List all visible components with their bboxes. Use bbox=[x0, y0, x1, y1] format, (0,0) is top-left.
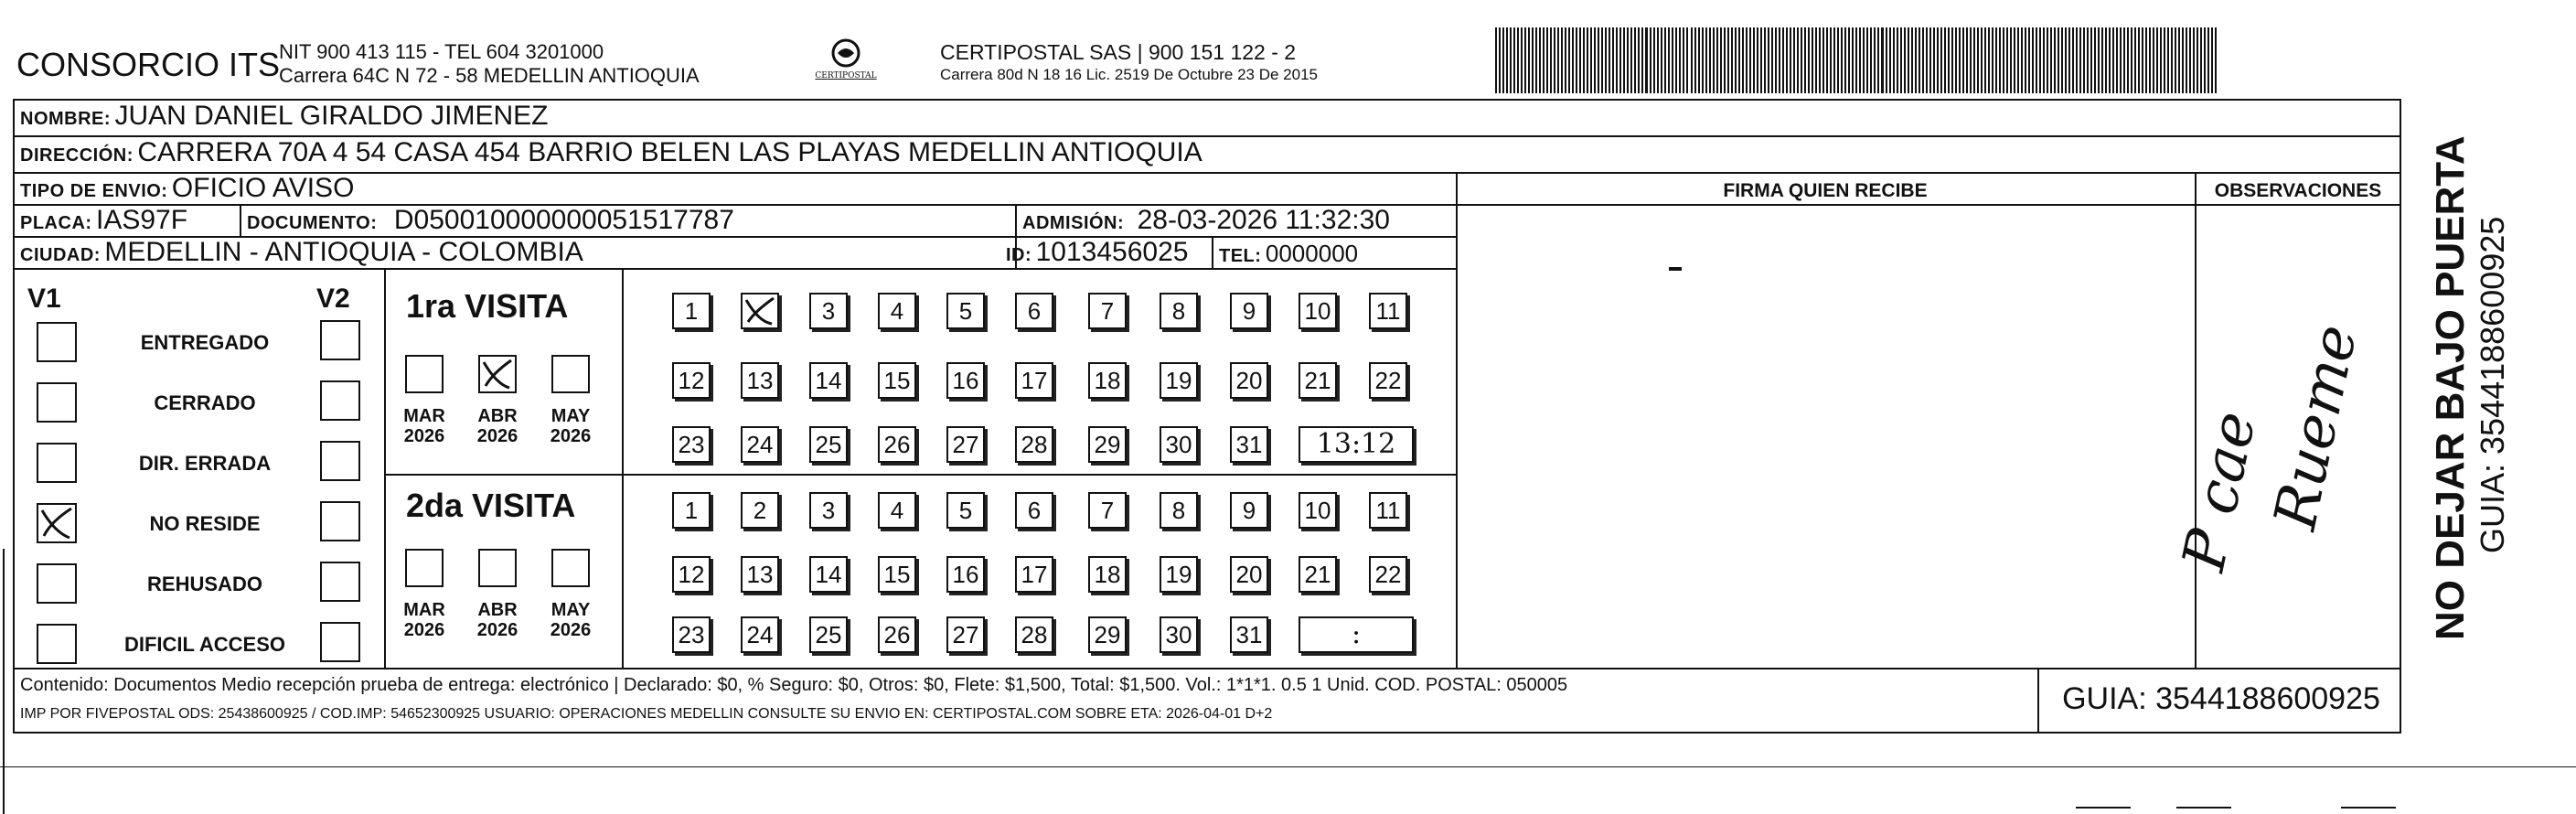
status-v1-checkbox[interactable] bbox=[37, 563, 77, 604]
day-box-visit1[interactable] bbox=[741, 293, 779, 329]
footer-guia: GUIA: 3544188600925 bbox=[2062, 681, 2380, 716]
day-box-visit2[interactable]: 29 bbox=[1088, 616, 1127, 653]
day-box-visit1[interactable]: 4 bbox=[878, 293, 916, 329]
day-box-visit1[interactable]: 18 bbox=[1088, 362, 1127, 399]
month-checkbox[interactable] bbox=[551, 549, 590, 587]
firma-label: FIRMA QUIEN RECIBE bbox=[1723, 180, 1928, 201]
day-box-visit1[interactable]: 14 bbox=[809, 362, 848, 399]
handwritten-check-mark bbox=[38, 505, 75, 541]
status-v1-checkbox[interactable] bbox=[37, 624, 77, 664]
status-v2-checkbox[interactable] bbox=[320, 380, 360, 421]
handwritten-check-mark bbox=[480, 357, 515, 391]
tipo-row bbox=[20, 173, 354, 204]
observaciones-label: OBSERVACIONES bbox=[2214, 180, 2382, 201]
month-label: ABR 2026 bbox=[476, 600, 518, 640]
tel-row bbox=[1219, 240, 1358, 268]
day-box-visit1[interactable]: 11 bbox=[1369, 293, 1407, 329]
direccion-label: DIRECCIÓN: bbox=[20, 145, 134, 166]
status-option-label: REHUSADO bbox=[147, 573, 262, 595]
day-box-visit1[interactable]: 5 bbox=[946, 293, 985, 329]
day-box-visit1[interactable]: 15 bbox=[878, 362, 916, 399]
day-box-visit2[interactable]: 21 bbox=[1299, 556, 1337, 593]
tel-label: TEL: bbox=[1219, 246, 1262, 266]
day-box-visit1[interactable]: 6 bbox=[1015, 293, 1053, 329]
id-row bbox=[1006, 237, 1188, 268]
status-v2-checkbox[interactable] bbox=[320, 441, 360, 481]
day-box-visit2[interactable]: 16 bbox=[946, 556, 985, 593]
day-box-visit2[interactable]: 8 bbox=[1160, 492, 1198, 529]
admision-value: 28-03-2026 11:32:30 bbox=[1137, 205, 1390, 235]
day-box-visit2[interactable]: 24 bbox=[741, 616, 779, 653]
signature-mark bbox=[1669, 267, 1682, 271]
month-checkbox[interactable] bbox=[478, 549, 517, 587]
nombre-row bbox=[20, 101, 548, 132]
admision-row bbox=[1022, 205, 1390, 236]
day-box-visit2[interactable]: 1 bbox=[672, 492, 711, 529]
month-label: MAR 2026 bbox=[403, 600, 445, 640]
company-address: Carrera 64C N 72 - 58 MEDELLIN ANTIOQUIA bbox=[279, 64, 700, 87]
carrier-license: Carrera 80d N 18 16 Lic. 2519 De Octubre 23 De 2015 bbox=[940, 66, 1318, 83]
handwritten-check-mark bbox=[743, 295, 777, 327]
day-box-visit1[interactable]: 22 bbox=[1369, 362, 1407, 399]
day-box-visit2[interactable]: 31 bbox=[1230, 616, 1268, 653]
day-box-visit1[interactable]: 13 bbox=[741, 362, 779, 399]
nombre-value: JUAN DANIEL GIRALDO JIMENEZ bbox=[114, 101, 549, 131]
tel-value: 0000000 bbox=[1265, 240, 1359, 267]
day-box-visit2[interactable]: 12 bbox=[672, 556, 711, 593]
status-v1-checkbox[interactable] bbox=[37, 503, 77, 543]
status-v1-checkbox[interactable] bbox=[37, 322, 77, 362]
day-box-visit2[interactable]: 11 bbox=[1369, 492, 1407, 529]
day-box-visit1[interactable]: 3 bbox=[809, 293, 848, 329]
day-box-visit2[interactable]: 23 bbox=[672, 616, 711, 653]
placa-label: PLACA: bbox=[20, 213, 92, 233]
month-label: ABR 2026 bbox=[476, 406, 518, 446]
placa-value: IAS97F bbox=[96, 205, 188, 235]
status-option-label: NO RESIDE bbox=[149, 512, 261, 535]
tipo-label: TIPO DE ENVIO: bbox=[20, 181, 168, 201]
logo-caption: CERTIPOSTAL bbox=[815, 71, 877, 80]
ciudad-label: CIUDAD: bbox=[20, 245, 101, 265]
imp-text: IMP POR FIVEPOSTAL ODS: 25438600925 / COD.IMP: 54652300925 USUARIO: OPERACIONES MEDELLIN CONSULTE SU ENVIO EN: CERTIPOSTAL.COM SOBRE ETA: 2026-04-01 D+2 bbox=[20, 706, 1273, 722]
observacion-handwriting-2: Rueme bbox=[2261, 318, 2371, 536]
day-box-visit2[interactable]: 5 bbox=[946, 492, 985, 529]
status-v2-checkbox[interactable] bbox=[320, 622, 360, 662]
ciudad-value: MEDELLIN - ANTIOQUIA - COLOMBIA bbox=[104, 237, 583, 267]
day-box-visit1[interactable]: 25 bbox=[809, 426, 848, 463]
month-label: MAR 2026 bbox=[403, 406, 445, 446]
documento-label: DOCUMENTO: bbox=[247, 213, 378, 233]
day-box-visit2[interactable]: 6 bbox=[1015, 492, 1053, 529]
month-checkbox[interactable] bbox=[551, 355, 590, 393]
direccion-row bbox=[20, 137, 1202, 168]
day-box-visit1[interactable]: 21 bbox=[1299, 362, 1337, 399]
day-box-visit1[interactable]: 17 bbox=[1015, 362, 1053, 399]
day-box-visit1[interactable]: 20 bbox=[1230, 362, 1268, 399]
certipostal-logo bbox=[809, 37, 882, 88]
status-v2-checkbox[interactable] bbox=[320, 320, 360, 360]
day-box-visit1[interactable]: 16 bbox=[946, 362, 985, 399]
contenido-text: Contenido: Documentos Medio recepción prueba de entrega: electrónico | Declarado: $0, % Seguro: $0, Otros: $0, Flete: $1,500, Total: $1,500. Vol.: 1*1*1. 0.5 1 Unid. COD. POSTAL: 050005 bbox=[20, 675, 1568, 695]
documento-value: D050010000000051517787 bbox=[393, 205, 734, 235]
side-guia: GUIA: 3544188600925 bbox=[2474, 216, 2511, 553]
admision-label: ADMISIÓN: bbox=[1022, 213, 1125, 233]
day-box-visit2[interactable]: 4 bbox=[878, 492, 916, 529]
day-box-visit2[interactable]: 20 bbox=[1230, 556, 1268, 593]
day-box-visit1[interactable]: 28 bbox=[1015, 426, 1053, 463]
day-box-visit2[interactable]: 18 bbox=[1088, 556, 1127, 593]
day-box-visit1[interactable]: 1 bbox=[672, 293, 711, 329]
day-box-visit2[interactable]: 25 bbox=[809, 616, 848, 653]
status-v1-checkbox[interactable] bbox=[37, 443, 77, 483]
observacion-handwriting-1: P cae bbox=[2170, 405, 2271, 577]
direccion-value: CARRERA 70A 4 54 CASA 454 BARRIO BELEN LAS PLAYAS MEDELLIN ANTIOQUIA bbox=[137, 137, 1202, 167]
day-box-visit1[interactable]: 23 bbox=[672, 426, 711, 463]
status-v2-checkbox[interactable] bbox=[320, 501, 360, 541]
day-box-visit1[interactable]: 24 bbox=[741, 426, 779, 463]
day-box-visit1[interactable]: 9 bbox=[1230, 293, 1268, 329]
day-box-visit2[interactable]: 22 bbox=[1369, 556, 1407, 593]
day-box-visit2[interactable]: 10 bbox=[1299, 492, 1337, 529]
day-box-visit2[interactable]: 14 bbox=[809, 556, 848, 593]
status-option-label: ENTREGADO bbox=[140, 331, 270, 354]
status-option-label: CERRADO bbox=[154, 391, 256, 414]
status-v1-checkbox[interactable] bbox=[37, 382, 77, 423]
side-notice: NO DEJAR BAJO PUERTA bbox=[2428, 135, 2473, 640]
nombre-label: NOMBRE: bbox=[20, 109, 112, 129]
company-name: CONSORCIO ITS bbox=[16, 46, 281, 83]
month-checkbox[interactable] bbox=[405, 355, 444, 393]
id-value: 1013456025 bbox=[1035, 237, 1189, 267]
month-checkbox[interactable] bbox=[405, 549, 444, 587]
day-box-visit1[interactable]: 31 bbox=[1230, 426, 1268, 463]
day-box-visit1[interactable]: 10 bbox=[1299, 293, 1337, 329]
placa-row bbox=[20, 205, 187, 236]
status-option-label: DIFICIL ACCESO bbox=[123, 633, 285, 656]
day-box-visit2[interactable]: 17 bbox=[1015, 556, 1053, 593]
day-box-visit2[interactable]: 28 bbox=[1015, 616, 1053, 653]
day-box-visit2[interactable]: 3 bbox=[809, 492, 848, 529]
day-box-visit2[interactable]: 19 bbox=[1160, 556, 1198, 593]
month-checkbox[interactable] bbox=[478, 355, 517, 393]
day-box-visit1[interactable]: 8 bbox=[1160, 293, 1198, 329]
id-label: ID: bbox=[1006, 245, 1032, 265]
day-box-visit2[interactable]: 26 bbox=[878, 616, 916, 653]
time-box-visit1[interactable]: 13:12 bbox=[1299, 426, 1414, 463]
day-box-visit1[interactable]: 19 bbox=[1160, 362, 1198, 399]
day-box-visit2[interactable]: 9 bbox=[1230, 492, 1268, 529]
day-box-visit1[interactable]: 12 bbox=[672, 362, 711, 399]
carrier-name: CERTIPOSTAL SAS | 900 151 122 - 2 bbox=[940, 40, 1297, 64]
documento-row bbox=[247, 205, 734, 236]
day-box-visit1[interactable]: 7 bbox=[1088, 293, 1127, 329]
barcode bbox=[1495, 27, 2227, 93]
day-box-visit2[interactable]: 7 bbox=[1088, 492, 1127, 529]
day-box-visit2[interactable]: 27 bbox=[946, 616, 985, 653]
day-box-visit2[interactable]: 13 bbox=[741, 556, 779, 593]
month-label: MAY 2026 bbox=[550, 600, 592, 640]
v2-header: V2 bbox=[316, 284, 350, 314]
time-box-visit2[interactable]: : bbox=[1299, 616, 1414, 653]
ciudad-row bbox=[20, 237, 583, 268]
day-box-visit2[interactable]: 30 bbox=[1160, 616, 1198, 653]
status-v2-checkbox[interactable] bbox=[320, 562, 360, 602]
v1-header: V1 bbox=[27, 284, 61, 314]
visit1-title: 1ra VISITA bbox=[406, 287, 569, 325]
day-box-visit2[interactable]: 15 bbox=[878, 556, 916, 593]
observacion-text bbox=[2170, 220, 2401, 659]
day-box-visit1[interactable]: 30 bbox=[1160, 426, 1198, 463]
tipo-value: OFICIO AVISO bbox=[171, 173, 355, 203]
day-box-visit1[interactable]: 27 bbox=[946, 426, 985, 463]
day-box-visit2[interactable]: 2 bbox=[741, 492, 779, 529]
status-option-label: DIR. ERRADA bbox=[138, 452, 272, 475]
company-nit: NIT 900 413 115 - TEL 604 3201000 bbox=[279, 40, 604, 63]
visit2-title: 2da VISITA bbox=[406, 487, 576, 524]
day-box-visit1[interactable]: 26 bbox=[878, 426, 916, 463]
month-label: MAY 2026 bbox=[550, 406, 592, 446]
day-box-visit1[interactable]: 29 bbox=[1088, 426, 1127, 463]
